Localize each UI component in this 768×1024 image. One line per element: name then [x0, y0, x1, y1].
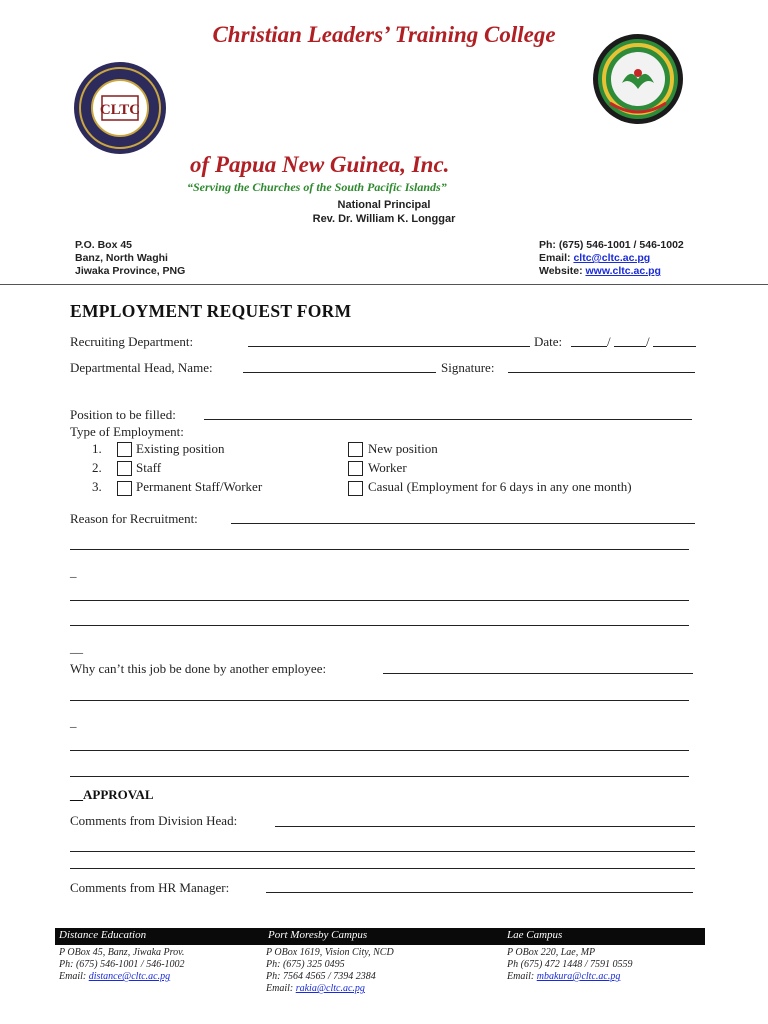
- form-title: EMPLOYMENT REQUEST FORM: [70, 301, 352, 321]
- reason-field[interactable]: [231, 523, 695, 524]
- hr-manager-comments-field[interactable]: [266, 892, 693, 893]
- contact-website-link[interactable]: www.cltc.ac.pg: [585, 265, 661, 277]
- division-head-comments-field[interactable]: [70, 851, 695, 852]
- new-position-checkbox[interactable]: [348, 442, 363, 457]
- footer-phone: Ph: 7564 4565 / 7394 2384: [266, 971, 376, 982]
- footer-email-link[interactable]: rakia@cltc.ac.pg: [295, 983, 365, 994]
- reason-label: Reason for Recruitment:: [70, 511, 198, 526]
- footer-email-row: Email: mbakura@cltc.ac.pg: [507, 971, 621, 982]
- option-number: 2.: [92, 460, 102, 475]
- footer-lae-campus: [507, 947, 633, 983]
- division-head-label: Comments from Division Head:: [70, 813, 238, 828]
- footer-heading-lae: Lae Campus: [507, 929, 563, 941]
- worker-checkbox[interactable]: [348, 461, 363, 476]
- address-line-3: Jiwaka Province, PNG: [75, 265, 186, 277]
- type-of-employment-label: Type of Employment:: [70, 424, 184, 439]
- footer-email-row: Email: distance@cltc.ac.pg: [59, 971, 171, 982]
- signature-field[interactable]: [508, 372, 695, 373]
- cltc-logo: [72, 60, 168, 156]
- date-separator: /: [646, 334, 650, 349]
- header-divider: [0, 284, 768, 285]
- principal-name: Rev. Dr. William K. Longgar: [312, 213, 456, 225]
- footer-phone: Ph: (675) 546-1001 / 546-1002: [59, 959, 185, 970]
- reason-field[interactable]: [70, 625, 689, 626]
- casual-checkbox[interactable]: [348, 481, 363, 496]
- hr-manager-label: Comments from HR Manager:: [70, 880, 230, 895]
- footer-email-row: Email: rakia@cltc.ac.pg: [266, 983, 365, 994]
- reason-stub: __: [70, 640, 83, 655]
- why-stub: _: [70, 714, 77, 729]
- principal-title: National Principal: [337, 199, 431, 211]
- footer-heading-distance: Distance Education: [59, 929, 147, 941]
- footer-address: P OBox 1619, Vision City, NCD: [266, 947, 394, 958]
- contact-website-row: Website: www.cltc.ac.pg: [539, 265, 661, 277]
- why-field[interactable]: [70, 700, 689, 701]
- good-corporate-citizen-logo: [592, 33, 684, 125]
- footer-heading-port-moresby: Port Moresby Campus: [268, 929, 368, 941]
- footer-address: P OBox 220, Lae, MP: [507, 947, 596, 958]
- why-field[interactable]: [383, 673, 693, 674]
- why-field[interactable]: [70, 750, 689, 751]
- college-location: of Papua New Guinea, Inc.: [190, 152, 450, 177]
- staff-checkbox[interactable]: [117, 461, 132, 476]
- recruiting-department-label: Recruiting Department:: [70, 334, 194, 349]
- date-day-field[interactable]: [571, 346, 607, 347]
- logo-left-text: CLTC: [99, 102, 141, 118]
- casual-label: Casual (Employment for 6 days in any one month): [368, 479, 632, 494]
- footer-bar: [55, 928, 705, 945]
- permanent-staff-worker-checkbox[interactable]: [117, 481, 132, 496]
- footer-email-link[interactable]: distance@cltc.ac.pg: [88, 971, 171, 982]
- contact-phone: Ph: (675) 546-1001 / 546-1002: [539, 239, 684, 251]
- signature-label: Signature:: [441, 360, 495, 375]
- footer-port-moresby-campus: [266, 947, 394, 995]
- why-field[interactable]: [70, 776, 689, 777]
- existing-position-checkbox[interactable]: [117, 442, 132, 457]
- contact-email-row: Email: cltc@cltc.ac.pg: [539, 252, 651, 264]
- why-label: Why can’t this job be done by another employee:: [70, 661, 327, 676]
- date-separator: /: [607, 334, 611, 349]
- reason-stub: _: [70, 564, 77, 579]
- contact-block: [539, 239, 684, 278]
- new-position-label: New position: [368, 441, 438, 456]
- position-label: Position to be filled:: [70, 407, 176, 422]
- option-number: 1.: [92, 441, 102, 456]
- reason-field[interactable]: [70, 600, 689, 601]
- dept-head-field[interactable]: [243, 372, 436, 373]
- existing-position-label: Existing position: [136, 441, 225, 456]
- contact-email-link[interactable]: cltc@cltc.ac.pg: [573, 252, 651, 264]
- option-number: 3.: [92, 479, 102, 494]
- dept-head-label: Departmental Head, Name:: [70, 360, 213, 375]
- footer-email-link[interactable]: mbakura@cltc.ac.pg: [536, 971, 621, 982]
- permanent-staff-worker-label: Permanent Staff/Worker: [136, 479, 263, 494]
- position-field[interactable]: [204, 419, 692, 420]
- address-block: [75, 239, 185, 278]
- division-head-comments-field[interactable]: [275, 826, 695, 827]
- approval-heading: __APPROVAL: [70, 787, 154, 802]
- recruiting-department-field[interactable]: [248, 346, 530, 347]
- division-head-comments-field[interactable]: [70, 868, 695, 869]
- college-name: Christian Leaders’ Training College: [212, 22, 556, 47]
- date-year-field[interactable]: [653, 346, 696, 347]
- footer-phone: Ph (675) 472 1448 / 7591 0559: [507, 959, 633, 970]
- staff-label: Staff: [136, 460, 162, 475]
- reason-field[interactable]: [70, 549, 689, 550]
- footer-phone: Ph: (675) 325 0495: [266, 959, 345, 970]
- footer-distance-education: [59, 947, 185, 983]
- worker-label: Worker: [368, 460, 407, 475]
- date-month-field[interactable]: [614, 346, 646, 347]
- date-label: Date:: [534, 334, 563, 349]
- tagline: “Serving the Churches of the South Pacific Islands”: [187, 180, 447, 194]
- address-line-2: Banz, North Waghi: [75, 252, 168, 264]
- address-line-1: P.O. Box 45: [75, 239, 133, 251]
- footer-address: P OBox 45, Banz, Jiwaka Prov.: [59, 947, 185, 958]
